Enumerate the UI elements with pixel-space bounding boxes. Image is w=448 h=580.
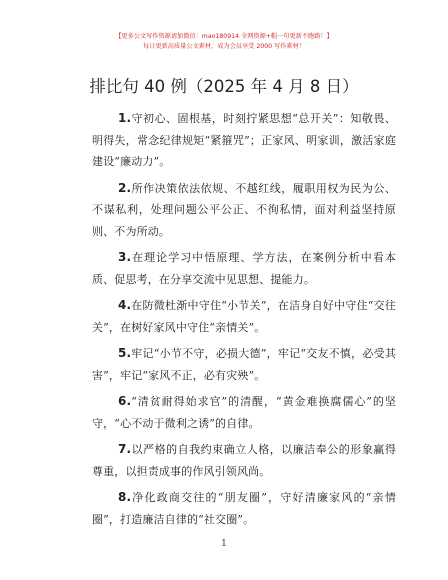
list-item [92,108,396,173]
item-number: 1. [118,111,132,125]
item-text: 所作决策依法依规、不越红线，履职用权为民为公、不谋私利，处理问题公平公正、不徇私情，面对利益坚持原则、不为所动。 [92,181,396,238]
item-number: 4. [118,298,132,312]
item-text: 守初心、固根基，时刻拧紧思想“总开关”：知敬畏、明得失，常念纪律规矩“紧箍咒”；正家风、明家训，激活家庭建设“廉动力”。 [92,112,396,168]
item-text: 在防微杜渐中守住“小节关”，在洁身自好中守住“交往关”，在树好家风中守住“亲情关”。 [92,299,396,334]
list-item [92,439,396,482]
item-number: 2. [118,180,132,195]
list-item [92,178,396,243]
item-text: 在理论学习中悟原理、学方法，在案例分析中看本质、促思考，在分享交流中见思想、提能力。 [92,251,396,286]
list-item [92,391,396,434]
promo-banner-line-2: 每日更新高质量公文素材，成为会员享受 2000 写作素材！ [143,43,305,50]
item-text: 牢记“小节不守，必损大德”，牢记“交友不慎，必受其害”，牢记“家风不正，必有灾殃”。 [92,347,396,382]
item-text: 以严格的自我约束确立人格，以廉洁奉公的形象赢得尊重，以担责成事的作风引领风尚。 [92,443,396,478]
item-number: 7. [118,442,132,456]
item-number: 6. [118,394,132,408]
sentence-list [92,108,396,535]
item-text: 净化政商交往的“朋友圈”，守好清廉家风的“亲情圈”，打造廉洁自律的“社交圈”。 [92,491,396,526]
list-item [92,295,396,338]
promo-banner-line-1: 【更多公文写作资源请加微信：mao180914 全网资源+帽一句更新不跑路！】 [115,33,333,40]
item-text: “清贫耐得始求官”的清醒，“黄金难换腐儒心”的坚守，“心不动于微利之诱”的自律。 [92,395,396,430]
item-number: 8. [118,490,132,504]
list-item [92,247,396,290]
page-number: 1 [221,539,227,549]
document-title: 排比句 40 例（2025 年 4 月 8 日） [89,77,359,96]
item-number: 5. [118,346,132,360]
item-number: 3. [118,250,132,264]
list-item [92,343,396,386]
list-item [92,487,396,530]
